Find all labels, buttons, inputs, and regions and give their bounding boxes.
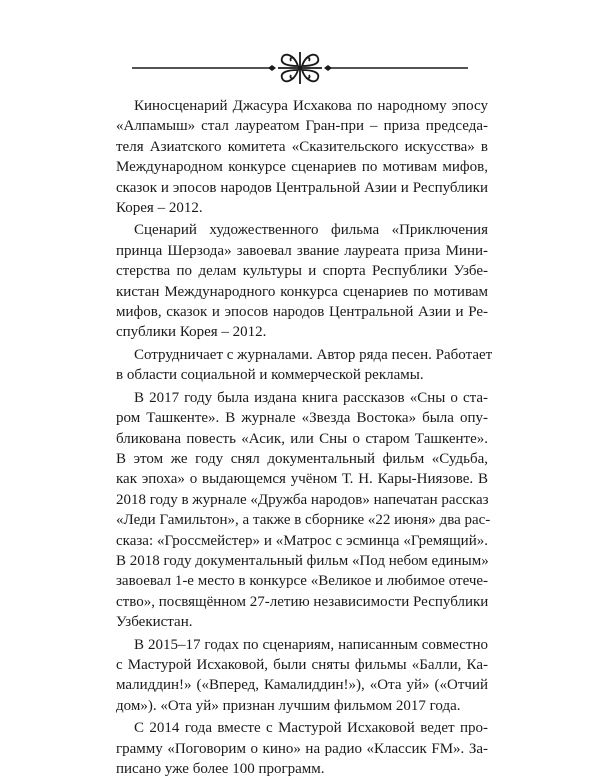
text-line: Сотрудничает с журналами. Автор ряда песен. Работает <box>134 346 493 363</box>
text-line: В 2015–17 годах по сценариям, написанным совместно <box>134 636 488 653</box>
text-line: писано уже более 100 программ. <box>116 761 325 777</box>
text-line: принца Шерзода» завоевал звание лауреата приза Мини- <box>116 242 488 259</box>
text-line: 2018 году в журнале «Дружба народов» напечатан рассказ <box>116 491 489 508</box>
paragraph <box>116 718 488 779</box>
text-line: дом»). «Ота уй» признан лучшим фильмом 2017 года. <box>116 697 461 714</box>
paragraph <box>116 96 488 218</box>
text-line: «Леди Гамильтон», а также в сборнике «22 июня» два рас- <box>116 512 491 529</box>
text-line: «Алпамыш» стал лауреатом Гран-при – приза председа- <box>116 118 488 135</box>
text-line: сказа: «Гроссмейстер» и «Матрос с эсминца «Гремящий». <box>116 532 488 549</box>
text-line: В этом же году снял документальный фильм «Судьба, <box>116 450 488 467</box>
text-line: с Мастурой Исхаковой, были сняты фильмы «Балли, Ка- <box>116 656 488 673</box>
paragraph <box>116 635 488 717</box>
text-line: как эпоха» о выдающемся учёном Т. Н. Кары-Ниязове. В <box>116 471 488 488</box>
paragraph <box>116 220 488 342</box>
text-line: Узбекистан. <box>116 614 193 631</box>
text-line: ство», посвящённом 27-летию независимости Республики <box>116 593 489 610</box>
text-line: ром Ташкенте». В журнале «Звезда Востока» была опу- <box>116 410 488 427</box>
paragraph <box>116 345 493 386</box>
text-line: завоевал 1-е место в конкурсе «Великое и любимое отече- <box>116 573 489 590</box>
text-line: Сценарий художественного фильма «Приключения <box>134 222 488 239</box>
text-line: Киносценарий Джасура Исхакова по народному эпосу <box>134 98 488 114</box>
text-line: грамму «Поговорим о кино» на радио «Классик FM». За- <box>116 740 488 757</box>
text-line: бликована повесть «Асик, или Сны о старом Ташкенте». <box>116 430 488 447</box>
text-line: сказок и эпосов народов Центральной Азии и Республики <box>116 179 488 196</box>
text-line: В 2018 году документальный фильм «Под небом единым» <box>116 552 489 569</box>
text-line: мифов, сказок и эпосов народов Центральной Азии и Ре- <box>116 304 488 321</box>
text-line: теля Азиатского комитета «Сказительского искусства» в <box>116 138 488 155</box>
body-text <box>116 96 493 781</box>
paragraph <box>116 388 491 633</box>
text-line: малиддин!» («Вперед, Камалиддин!»), «Ота уй» («Отчий <box>116 677 488 694</box>
text-line: С 2014 года вместе с Мастурой Исхаковой ведет про- <box>134 720 488 737</box>
text-line: В 2017 году была издана книга рассказов «Сны о ста- <box>134 389 488 406</box>
floral-divider-icon <box>132 44 468 88</box>
text-line: спублики Корея – 2012. <box>116 324 267 341</box>
text-line: стерства по делам культуры и спорта Республики Узбе- <box>116 263 488 280</box>
text-line: Корея – 2012. <box>116 200 203 217</box>
text-line: Международном конкурсе сценариев по мотивам мифов, <box>116 159 488 176</box>
text-line: кистан Международного конкурса сценариев по мотивам <box>116 283 488 300</box>
text-line: в области социальной и коммерческой рекламы. <box>116 367 424 384</box>
